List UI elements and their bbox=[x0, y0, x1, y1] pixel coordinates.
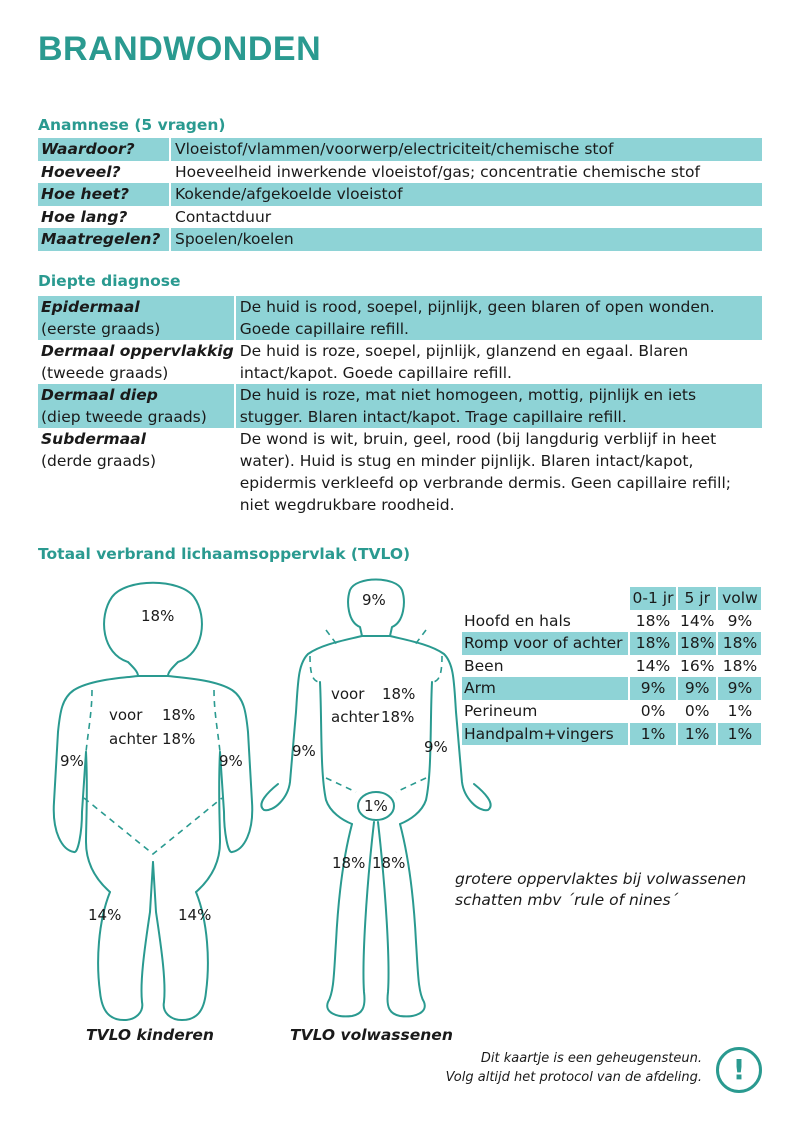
child-leg-left-pct: 14% bbox=[88, 906, 122, 924]
footer-line-2: Volg altijd het protocol van de afdeling. bbox=[445, 1070, 702, 1085]
tvlo-cell: 18% bbox=[716, 655, 761, 678]
diepte-desc: De huid is rood, soepel, pijnlijk, geen blaren of open wonden. Goede capillaire refill. bbox=[234, 296, 762, 340]
tvlo-cell: 18% bbox=[716, 632, 761, 655]
tvlo-cell: 18% bbox=[676, 632, 716, 655]
tvlo-cell: 9% bbox=[716, 610, 761, 633]
tvlo-cell: 18% bbox=[628, 610, 676, 633]
diepte-label: Dermaal oppervlakkig bbox=[41, 342, 234, 360]
adult-achter-pct: 18% bbox=[381, 708, 415, 726]
page-title: BRANDWONDEN bbox=[38, 30, 322, 68]
tvlo-row-label: Handpalm+vingers bbox=[462, 723, 628, 746]
anamnese-heading: Anamnese (5 vragen) bbox=[38, 116, 226, 134]
tvlo-row-label: Been bbox=[464, 656, 504, 675]
diepte-sublabel: (derde graads) bbox=[41, 452, 156, 470]
tvlo-table bbox=[462, 587, 761, 745]
exclamation-icon: ! bbox=[716, 1047, 762, 1093]
anamnese-row bbox=[38, 138, 762, 161]
tvlo-cell: 9% bbox=[716, 677, 761, 700]
diepte-row bbox=[38, 340, 762, 384]
tvlo-cell: 14% bbox=[628, 655, 676, 678]
note-line-1: grotere oppervlaktes bij volwassenen bbox=[455, 870, 747, 888]
tvlo-cell: 9% bbox=[628, 677, 676, 700]
adult-achter-label: achter bbox=[331, 708, 380, 726]
tvlo-row-label: Romp voor of achter bbox=[462, 632, 628, 655]
child-voor-label: voor bbox=[109, 706, 143, 724]
diepte-label-cell bbox=[38, 296, 234, 340]
adult-voor-label: voor bbox=[331, 685, 365, 703]
diepte-label-cell bbox=[38, 384, 234, 428]
anamnese-value: Hoeveelheid inwerkende vloeistof/gas; concentratie chemische stof bbox=[169, 161, 762, 184]
diepte-sublabel: (eerste graads) bbox=[41, 320, 161, 338]
tvlo-header-row bbox=[462, 587, 761, 610]
diepte-heading: Diepte diagnose bbox=[38, 272, 181, 290]
tvlo-col-header: 5 jr bbox=[676, 587, 716, 610]
diepte-desc: De huid is roze, mat niet homogeen, mottig, pijnlijk en iets stugger. Blaren intact/kapot. Trage capillaire refill. bbox=[234, 384, 762, 428]
tvlo-row bbox=[462, 610, 761, 633]
child-head-pct: 18% bbox=[141, 607, 175, 625]
adult-leg-right-pct: 18% bbox=[372, 854, 406, 872]
diepte-label-cell bbox=[38, 340, 234, 384]
tvlo-cell: 16% bbox=[676, 655, 716, 678]
anamnese-row bbox=[38, 161, 762, 184]
adult-arm-right-pct: 9% bbox=[424, 738, 448, 756]
tvlo-cell: 1% bbox=[716, 723, 761, 746]
diepte-label-cell bbox=[38, 428, 234, 516]
tvlo-cell: 18% bbox=[628, 632, 676, 655]
tvlo-row-label: Arm bbox=[462, 677, 628, 700]
anamnese-label: Maatregelen? bbox=[38, 228, 169, 251]
tvlo-row-label: Perineum bbox=[464, 701, 538, 720]
anamnese-table bbox=[38, 138, 762, 251]
tvlo-row-label: Hoofd en hals bbox=[464, 611, 571, 630]
child-achter-label: achter bbox=[109, 730, 158, 748]
diepte-label: Subdermaal bbox=[41, 430, 146, 448]
diepte-desc: De huid is roze, soepel, pijnlijk, glanzend en egaal. Blaren intact/kapot. Goede capillaire refill. bbox=[234, 340, 762, 384]
anamnese-row bbox=[38, 183, 762, 206]
adult-voor-pct: 18% bbox=[382, 685, 416, 703]
adult-caption: TVLO volwassenen bbox=[290, 1026, 453, 1044]
diepte-row bbox=[38, 296, 762, 340]
child-arm-right-pct: 9% bbox=[219, 752, 243, 770]
diepte-row bbox=[38, 428, 762, 516]
tvlo-row bbox=[462, 677, 761, 700]
footer-line-1: Dit kaartje is een geheugensteun. bbox=[480, 1051, 702, 1066]
child-caption: TVLO kinderen bbox=[86, 1026, 214, 1044]
tvlo-row bbox=[462, 655, 761, 678]
anamnese-value: Spoelen/koelen bbox=[169, 228, 762, 251]
note-line-2: schatten mbv ´rule of nines´ bbox=[455, 891, 679, 909]
anamnese-label: Hoe lang? bbox=[41, 207, 128, 226]
tvlo-cell: 9% bbox=[676, 677, 716, 700]
tvlo-col-header: volw bbox=[716, 587, 761, 610]
child-achter-pct: 18% bbox=[162, 730, 196, 748]
anamnese-value: Contactduur bbox=[169, 206, 762, 229]
diepte-label: Dermaal diep bbox=[41, 386, 158, 404]
child-leg-right-pct: 14% bbox=[178, 906, 212, 924]
tvlo-col-header: 0-1 jr bbox=[628, 587, 676, 610]
anamnese-label: Waardoor? bbox=[38, 138, 169, 161]
tvlo-row bbox=[462, 700, 761, 723]
adult-head-pct: 9% bbox=[362, 591, 386, 609]
adult-leg-left-pct: 18% bbox=[332, 854, 366, 872]
tvlo-heading: Totaal verbrand lichaamsoppervlak (TVLO) bbox=[38, 545, 411, 563]
tvlo-cell: 1% bbox=[628, 723, 676, 746]
tvlo-row bbox=[462, 632, 761, 655]
anamnese-value: Vloeistof/vlammen/voorwerp/electriciteit/chemische stof bbox=[169, 138, 762, 161]
diepte-row bbox=[38, 384, 762, 428]
tvlo-cell: 1% bbox=[676, 723, 716, 746]
child-voor-pct: 18% bbox=[162, 706, 196, 724]
diepte-sublabel: (tweede graads) bbox=[41, 364, 169, 382]
tvlo-row bbox=[462, 723, 761, 746]
adult-arm-left-pct: 9% bbox=[292, 742, 316, 760]
diepte-table bbox=[38, 296, 762, 516]
anamnese-row bbox=[38, 228, 762, 251]
diepte-sublabel: (diep tweede graads) bbox=[41, 408, 207, 426]
rule-of-nines-note bbox=[455, 869, 746, 911]
diepte-label: Epidermaal bbox=[41, 298, 140, 316]
tvlo-cell: 14% bbox=[676, 610, 716, 633]
anamnese-label: Hoe heet? bbox=[38, 183, 169, 206]
adult-perineum-pct: 1% bbox=[364, 797, 388, 815]
child-body-figure bbox=[40, 572, 270, 1032]
tvlo-cell: 0% bbox=[628, 700, 676, 723]
diepte-desc: De wond is wit, bruin, geel, rood (bij langdurig verblijf in heet water). Huid is stug en minder pijnlijk. Blaren intact/kapot, epidermis verkleefd op verbrande dermis. Geen capillaire refill; niet wegdrukbare roodheid. bbox=[234, 428, 762, 516]
child-arm-left-pct: 9% bbox=[60, 752, 84, 770]
tvlo-cell: 0% bbox=[676, 700, 716, 723]
anamnese-value: Kokende/afgekoelde vloeistof bbox=[169, 183, 762, 206]
anamnese-row bbox=[38, 206, 762, 229]
footer-disclaimer bbox=[446, 1049, 702, 1087]
anamnese-label: Hoeveel? bbox=[41, 162, 121, 181]
tvlo-cell: 1% bbox=[716, 700, 761, 723]
